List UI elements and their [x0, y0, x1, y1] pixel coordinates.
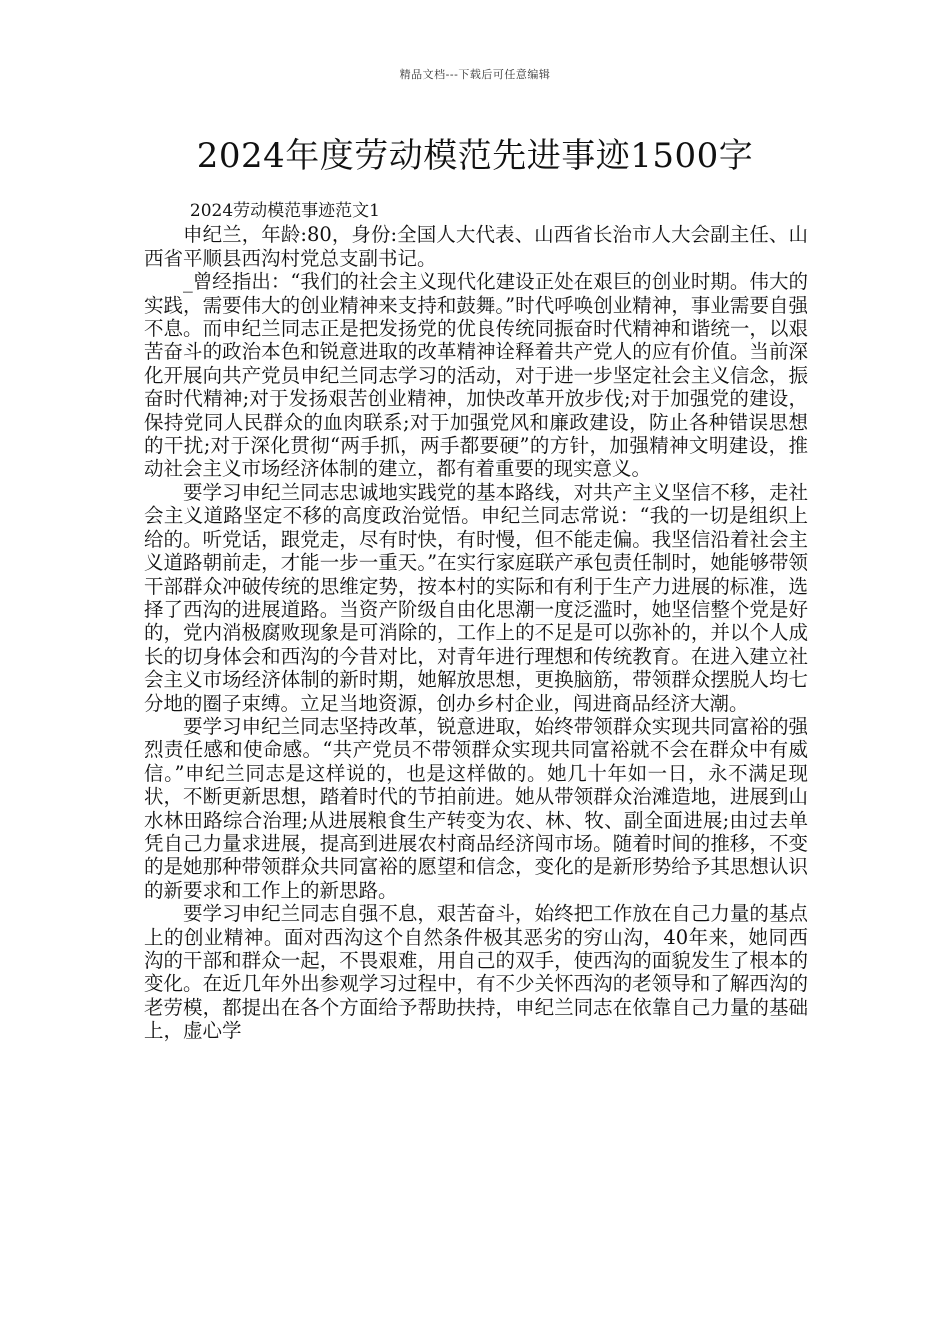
paragraph: 要学习申纪兰同志自强不息，艰苦奋斗，始终把工作放在自己力量的基点上的创业精神。面对西沟这个自然条件极其恶劣的穷山沟，40年来，她同西沟的干部和群众一起，不畏艰难，用自己的双手，使西沟的面貌发生了根本的变化。在近几年外出参观学习过程中，有不少关怀西沟的老领导和了解西沟的老劳模，都提出在各个方面给予帮助扶持，申纪兰同志在依靠自己力量的基础上，虚心学 — [144, 902, 808, 1043]
paragraph: 要学习申纪兰同志忠诚地实践党的基本路线，对共产主义坚信不移，走社会主义道路坚定不移的高度政治觉悟。申纪兰同志常说：“我的一切是组织上给的。听党话，跟党走，尽有时快，有时慢，但不能走偏。我坚信沿着社会主义道路朝前走，才能一步一重天。”在实行家庭联产承包责任制时，她能够带领干部群众冲破传统的思维定势，按本村的实际和有利于生产力进展的标准，选择了西沟的进展道路。当资产阶级自由化思潮一度泛滥时，她坚信整个党是好的，党内消极腐败现象是可消除的，工作上的不足是可以弥补的，并以个人成长的切身体会和西沟的今昔对比，对青年进行理想和传统教育。在进入建立社会主义市场经济体制的新时期，她解放思想，更换脑筋，带领群众摆脱人均七分地的圈子束缚。立足当地资源，创办乡村企业，闯进商品经济大潮。 — [144, 480, 808, 715]
document-title: 2024年度劳动模范先进事迹1500字 — [196, 136, 754, 176]
paragraph: 申纪兰，年龄:80，身份:全国人大代表、山西省长治市人大会副主任、山西省平顺县西沟村党总支副书记。 — [144, 223, 808, 270]
section-subheading: 2024劳动模范事迹范文1 — [189, 201, 380, 221]
header-note: 精品文档---下载后可任意编辑 — [399, 68, 551, 81]
paragraph: _曾经指出：“我们的社会主义现代化建设正处在艰巨的创业时期。伟大的实践，需要伟大的创业精神来支持和鼓舞。”时代呼唤创业精神，事业需要自强不息。而申纪兰同志正是把发扬党的优良传统同振奋时代精神和谐统一，以艰苦奋斗的政治本色和锐意进取的改革精神诠释着共产党人的应有价值。当前深化开展向共产党员申纪兰同志学习的活动，对于进一步坚定社会主义信念，振奋时代精神;对于发扬艰苦创业精神，加快改革开放步伐;对于加强党的建设，保持党同人民群众的血肉联系;对于加强党风和廉政建设，防止各种错误思想的干扰;对于深化贯彻“两手抓，两手都要硬”的方针，加强精神文明建设，推动社会主义市场经济体制的建立，都有着重要的现实意义。 — [144, 270, 808, 481]
document-body — [144, 200, 808, 1043]
paragraph: 要学习申纪兰同志坚持改革，锐意进取，始终带领群众实现共同富裕的强烈责任感和使命感。“共产党员不带领群众实现共同富裕就不会在群众中有威信。”申纪兰同志是这样说的，也是这样做的。她几十年如一日，永不满足现状，不断更新思想，踏着时代的节拍前进。她从带领群众治滩造地，进展到山水林田路综合治理;从进展粮食生产转变为农、林、牧、副全面进展;由过去单凭自己力量求进展，提高到进展农村商品经济闯市场。随着时间的推移，不变的是她那种带领群众共同富裕的愿望和信念，变化的是新形势给予其思想认识的新要求和工作上的新思路。 — [144, 714, 808, 902]
